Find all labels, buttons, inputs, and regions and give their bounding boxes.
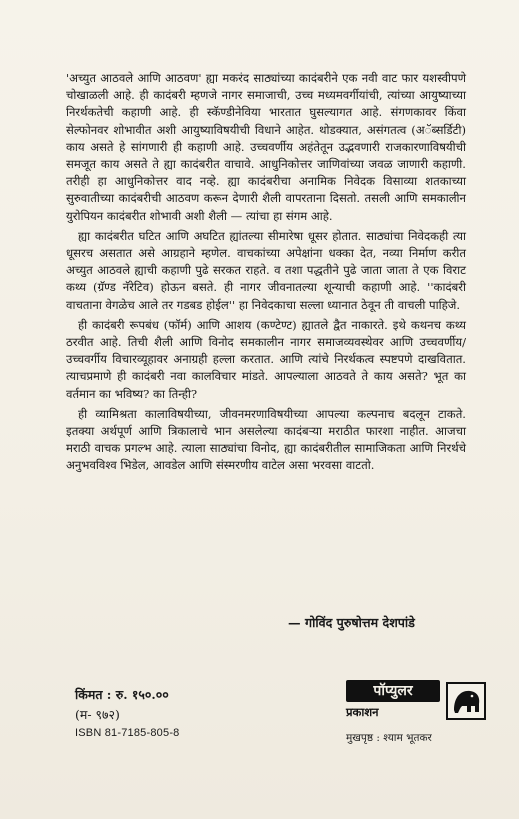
publisher-logo — [346, 680, 488, 722]
blurb-paragraph-4: ही व्यामिश्रता कालाविषयीच्या, जीवनमरणाविषयीच्या आपल्या कल्पनाच बदलून टाकते. इतक्या अर्थपूर्ण आणि त्रिकालाचे भान असलेल्या कादंबऱ्या मराठीत फारशा नाहीत. आजचा मराठी वाचक प्रगल्भ आहे. त्याला साठ्यांचा विनोद, ह्या कादंबरीतील सामाजिकता आणि निरर्थचे अनुभवविश्व भिडेल, आवडेल आणि संस्मरणीय वाटेल असा भरवसा वाटतो. — [66, 406, 466, 473]
catalog-code: (म- ९७२) — [75, 707, 120, 722]
blurb-paragraph-3: ही कादंबरी रूपबंध (फॉर्म) आणि आशय (कण्टेण्ट) ह्यातले द्वैत नाकारते. इथे कथनच कथ्य ठरवीत आहे. तिची शैली आणि विनोद समकालीन नागर समाजव्यवस्थेवर आणि उच्चवर्णीय/उच्चवर्गीय विचारव्यूहावर अनाग्रही हल्ला करतात. आणि त्यांचे निरर्थकत्व स्पष्टपणे दाखवितात. त्याचप्रमाणे ही कादंबरी नवा कालविचार मांडते. आपल्याला आठवते ते काय असते? भूत का वर्तमान का भविष्य? का तिन्ही? — [66, 317, 466, 401]
elephant-emblem-icon — [446, 682, 486, 720]
blurb — [66, 70, 466, 478]
cover-credit: मुखपृष्ठ : श्याम भूतकर — [346, 732, 432, 744]
publisher-name: पॉप्युलर — [346, 680, 440, 702]
blurb-paragraph-1: 'अच्युत आठवले आणि आठवण' ह्या मकरंद साठ्यांच्या कादंबरीने एक नवी वाट फार यशस्वीपणे चोखाळली आहे. ही कादंबरी म्हणजे नागर समाजाची, उच्च मध्यमवर्गीयांची, त्यांच्या आयुष्याच्या निरर्थकतेची कहाणी आहे. ही स्कॅण्डीनेविया भारतात घुसल्यागत आहे. संगणकावर किंवा सेल्फोनवर शोभावीत अशी आयुष्याविषयीची विधाने आहेत. थोडक्यात, असंगतत्व (अॅब्सर्डिटी) काय असते हे सांगणारी ही कहाणी आहे. उच्चवर्णीय अहंतेतून उद्भवणारी राजकारणाविषयीची समजूत काय असते ते ह्या कादंबरीत वाचावे. आधुनिकोत्तर जाणिवांच्या जवळ जाणारी कहाणी. तरीही हा आधुनिकोत्तर वाद नव्हे. ह्या कादंबरीचा अनामिक निवेदक विसाव्या शतकाच्या सुरुवातीच्या कादंबरीची आठवण करून देणारी शैली वापरताना दिसतो. तसली आणि समकालीन युरोपियन कादंबरीत शोभावी अशी शैली — त्यांचा हा संगम आहे. — [66, 71, 466, 223]
isbn: ISBN 81-7185-805-8 — [75, 727, 180, 739]
price: किंमत : रु. १५०.०० — [75, 687, 169, 702]
blurb-paragraph-2: ह्या कादंबरीत घटित आणि अघटित ह्यांतल्या सीमारेषा धूसर होतात. साठ्यांचा निवेदकही त्या धूसरच असतात असे आग्रहाने म्हणेल. वाचकांच्या अपेक्षांना धक्का देत, नव्या निर्माण करीत अच्युत आठवले ह्याची कहाणी पुढे सरकत राहते. व तशा पद्धतीने पुढे जाता जाता ते एक विराट कथ्य (ग्रॅण्ड नॅरेटिव) होऊन बसते. ही नागर जीवनातल्या शून्याची कहाणी आहे. ''कादंबरी वाचताना वेगळेच आले तर गडबड होईल'' हा निवेदकाचा सल्ला ध्यानात ठेवून ती वाचली पाहिजे. — [66, 228, 466, 312]
publisher-subtitle: प्रकाशन — [346, 705, 379, 719]
author-signature: — गोविंद पुरुषोत्तम देशपांडे — [288, 615, 415, 630]
